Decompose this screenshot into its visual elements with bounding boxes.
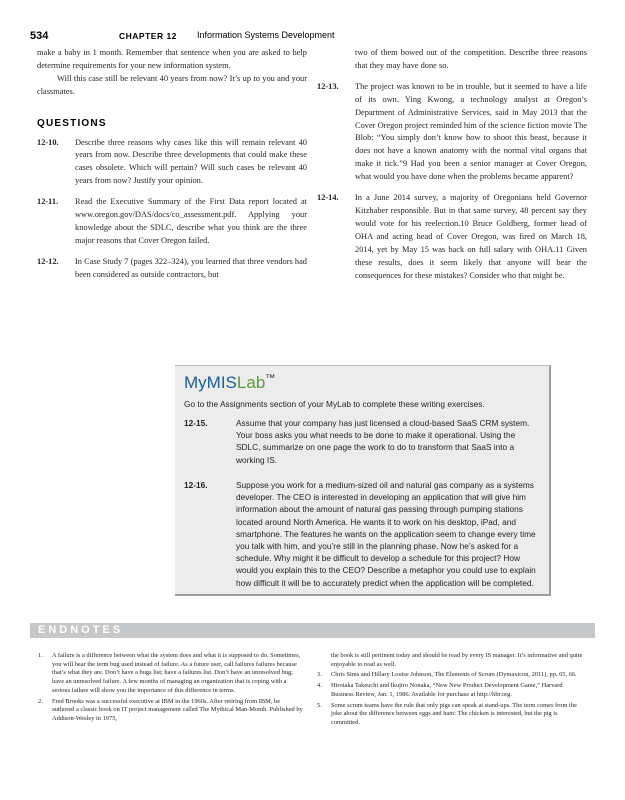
left-column [37, 47, 307, 290]
continued-paragraph: make a baby in 1 month. Remember that sentence when you are asked to help determine requirements for your new information system. [37, 48, 307, 70]
page-number: 534 [30, 30, 49, 42]
mymislab-box [175, 365, 551, 596]
endnote-item [317, 682, 585, 699]
endnote-text: Hirotaka Takeuchi and Ikujiro Nonaka, “New New Product Development Game,” Harvard Business Review, Jan. 1, 1986. Available for purchase at http://hbr.org. [331, 682, 563, 698]
right-column [317, 47, 587, 290]
question-text: In a June 2014 survey, a majority of Oregonians held Governor Kitzhaber responsible. But in that same survey, 48 percent say they would vote for his reelection.10 Bruce Goldberg, former head of OHA and acting head of Cover Oregon, was fired on March 18, 2014, yet by May 15 was back on full salary with OHA.11 Given these results, does it seem likely that anyone will bear the consequences for these mistakes? Consider who that might be. [355, 193, 587, 280]
running-header [30, 30, 595, 44]
exercise-number: 12-16. [184, 480, 208, 490]
exercise-text: Suppose you work for a medium-sized oil and natural gas company as a systems developer. The CEO is interested in developing an application that will give him information about the amount of natural gas passing through pumping stations located around North America. He wants it to work on his desktop, iPad, and smartphone. The features he wants on the application seem to change every time you talk with him, and you’re still in the planning phase. Now he’s asked for a schedule. Why might it be difficult to develop a schedule for this project? How would you explain this to the CEO? Describe a metaphor you could use to explain how difficult it will be to accurately predict when the application will be completed. [236, 480, 536, 588]
continued-question-text: two of them bowed out of the competition. Describe three reasons that they may have done so. [355, 48, 587, 70]
endnote-number: 3. [317, 671, 322, 679]
question-text: In Case Study 7 (pages 322–324), you learned that three vendors had been considered as outside contractors, but [75, 256, 307, 279]
question-item [37, 137, 307, 189]
question-number: 12-12. [37, 256, 59, 266]
chapter-title: Information Systems Development [197, 30, 335, 40]
mymislab-logo: MyMISLab™ [184, 373, 276, 392]
endnote-text: Chris Sims and Hillary Louise Johnson, The Elements of Scrum (Dymaxicon, 2011), pp. 65, 66. [331, 671, 577, 679]
endnote-item [317, 702, 585, 728]
question-number: 12-14. [317, 193, 339, 203]
question-item [37, 256, 307, 282]
question-text: The project was known to be in trouble, but it seemed to have a life of its own. Ying Kwong, a technology analyst at Oregon’s Department of Administrative Services, said in May 2013 that the Cover Oregon project reminded him of the science fiction movie The Blob: “You simply don’t know how to shoot this beast, because it does not have a known anatomy with the normal vital organs that make it tick.”9 Had you been a senior manager at Cover Oregon, what would you have done when the problems became apparent? [355, 81, 587, 182]
endnote-number: 1. [38, 652, 43, 659]
question-item [317, 81, 587, 184]
questions-heading: QUESTIONS [37, 117, 107, 129]
question-number: 12-13. [317, 81, 339, 91]
exercise-item [184, 417, 536, 466]
endnotes-heading: ENDNOTES [38, 624, 124, 636]
endnote-text: Some scrum teams have the rule that only pigs can speak at stand-ups. The term comes from the joke about the difference between eggs and ham: The chicken is interested, but the pig is committed. [331, 701, 577, 726]
question-item [37, 196, 307, 248]
question-number: 12-10. [37, 137, 59, 147]
endnotes-left-column [38, 652, 303, 726]
endnote-item [317, 671, 585, 680]
exercise-number: 12-15. [184, 418, 208, 428]
endnote-number: 4. [317, 682, 322, 690]
chapter-label: CHAPTER 12 [119, 31, 177, 41]
endnote-item [38, 652, 303, 696]
question-text: Read the Executive Summary of the First Data report located at www.oregon.gov/DAS/docs/co_assessment.pdf. Applying your knowledge about the SDLC, describe what you think are the three major reasons that Cover Oregon failed. [75, 197, 307, 245]
exercise-item [184, 479, 536, 589]
relevance-paragraph: Will this case still be relevant 40 years from now? It’s up to you and your classmates. [37, 73, 307, 96]
endnote-continued-text: the book is still pertinent today and should be read by every IS manager. It’s informative and quite enjoyable to read as well. [331, 652, 583, 668]
question-text: Describe three reasons why cases like this will remain relevant 40 years from now. Describe three developments that could make these cases obsolete. Which will pertain? Will such cases be relevant 40 years from now? Justify your opinion. [75, 137, 307, 186]
endnotes-right-column [317, 652, 585, 730]
endnote-text: A failure is a difference between what the system does and what it is supposed to do. Sometimes, you will hear the term bug used instead of failure. As a future user, call failures failures because that’s what they are. Don’t have a bugs list; have a failures list. Don’t have an unresolved bug; have an unresolved failure. A few months of managing an organization that is coping with a serious failure will show you the importance of this difference in terms. [52, 652, 301, 694]
mymislab-intro: Go to the Assignments section of your MyLab to complete these writing exercises. [184, 399, 485, 409]
endnotes-banner [30, 623, 595, 638]
endnote-number: 5. [317, 701, 322, 709]
endnote-item [38, 698, 303, 724]
question-number: 12-11. [37, 197, 59, 207]
exercise-text: Assume that your company has just licensed a cloud-based SaaS CRM system. Your boss asks you what needs to be done to make it operational. Using the SDLC, summarize on one page the work to do to transform that SaaS into a working IS. [236, 418, 530, 465]
endnote-text: Fred Brooks was a successful executive at IBM in the 1960s. After retiring from IBM, he authored a classic book on IT project management called The Mythical Man-Month. Published by Addison-Wesley in 1975, [52, 697, 303, 722]
question-item [317, 192, 587, 282]
endnote-number: 2. [38, 697, 43, 705]
